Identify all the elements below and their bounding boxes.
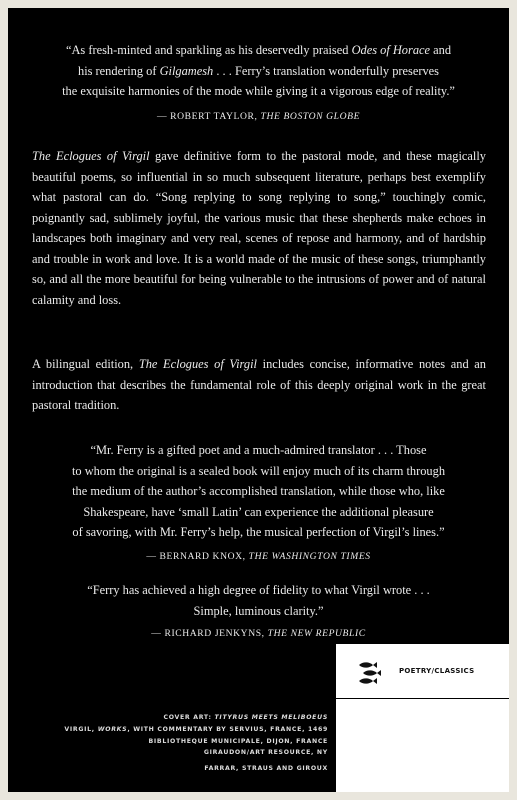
back-cover <box>8 8 509 792</box>
publisher-name: FARRAR, STRAUS AND GIROUX <box>204 765 328 773</box>
attribution-publication: THE NEW REPUBLIC <box>267 628 366 639</box>
book-title: Odes of Horace <box>351 43 431 57</box>
divider <box>336 698 509 699</box>
attribution-name: — ROBERT TAYLOR, <box>156 111 261 122</box>
attribution-name: — BERNARD KNOX, <box>146 551 249 562</box>
book-title: The Eclogues of Virgil <box>138 357 257 371</box>
quote-text: the medium of the author’s accomplished translation, while those who, like <box>72 484 445 498</box>
barcode-area <box>336 644 509 792</box>
quote-text: his rendering of <box>78 63 160 78</box>
artwork-title: TITYRUS MEETS MELIBOEUS <box>214 714 328 721</box>
attribution-richard-jenkyns <box>18 628 499 639</box>
paragraph-text: A bilingual edition, <box>32 357 139 371</box>
paragraph-text: gave definitive form to the pastoral mode, and these magically beautiful poems, so influential in so much subsequent literature, perhaps best exemplify what pastoral can do. “Song replying to song replying to song,” touchingly comic, poignantly sad, sublimely joyful, the various music that these shepherds make echoes in landscapes both imaginary and very real, scenes of repose and harmony, and of hardship and trouble in work and love. It is a world made of the music of these songs, triumphantly so, and all the more beautiful for being vulnerable to the intrusions of power and of natural calamity and loss. <box>32 149 487 307</box>
attribution-publication: THE BOSTON GLOBE <box>260 111 361 122</box>
credit-text: GIRAUDON/ART RESOURCE, NY <box>203 749 328 757</box>
artwork-source: WORKS <box>97 725 128 733</box>
book-title: The Eclogues of Virgil <box>32 149 150 163</box>
book-title: Gilgamesh <box>159 63 214 78</box>
quote-text: Shakespeare, have ‘small Latin’ can experience the additional pleasure <box>83 504 434 519</box>
description-paragraph-2 <box>32 354 486 416</box>
publisher-fish-logo-icon <box>355 661 389 685</box>
description-paragraph-1 <box>32 146 486 310</box>
paragraph-text: includes concise, informative notes and an introduction that describes the fundamental role of this deeply original work in the great pastoral tradition. <box>32 357 487 412</box>
credit-text: , WITH COMMENTARY BY SERVIUS, FRANCE, 1469 <box>127 725 328 733</box>
attribution-bernard-knox <box>18 551 499 562</box>
quote-text: and <box>430 43 452 57</box>
attribution-name: — RICHARD JENKYNS, <box>151 628 268 639</box>
credit-label: COVER ART: <box>163 714 215 721</box>
quote-text: . . . Ferry’s translation wonderfully preserves <box>213 63 439 78</box>
attribution-robert-taylor <box>18 111 499 122</box>
quote-text: the exquisite harmonies of the mode while giving it a vigorous edge of reality.” <box>62 84 455 98</box>
quote-text: “Mr. Ferry is a gifted poet and a much-admired translator . . . Those <box>90 443 427 457</box>
quote-richard-jenkyns <box>18 580 499 621</box>
quote-text: to whom the original is a sealed book will enjoy much of its charm through <box>71 463 446 478</box>
quote-text: Simple, luminous clarity.” <box>193 603 324 618</box>
quote-text: of savoring, with Mr. Ferry’s help, the musical perfection of Virgil’s lines.” <box>72 525 445 539</box>
quote-robert-taylor <box>18 40 499 102</box>
credit-text: VIRGIL, <box>64 725 98 733</box>
quote-text: “As fresh-minted and sparkling as his deservedly praised <box>65 43 352 57</box>
quote-bernard-knox <box>18 440 499 543</box>
quote-text: “Ferry has achieved a high degree of fidelity to what Virgil wrote . . . <box>87 583 430 597</box>
cover-art-credits <box>64 712 328 775</box>
attribution-publication: THE WASHINGTON TIMES <box>248 551 371 562</box>
credit-text: BIBLIOTHEQUE MUNICIPALE, DIJON, FRANCE <box>148 737 328 745</box>
category-label: POETRY/CLASSICS <box>399 667 475 675</box>
